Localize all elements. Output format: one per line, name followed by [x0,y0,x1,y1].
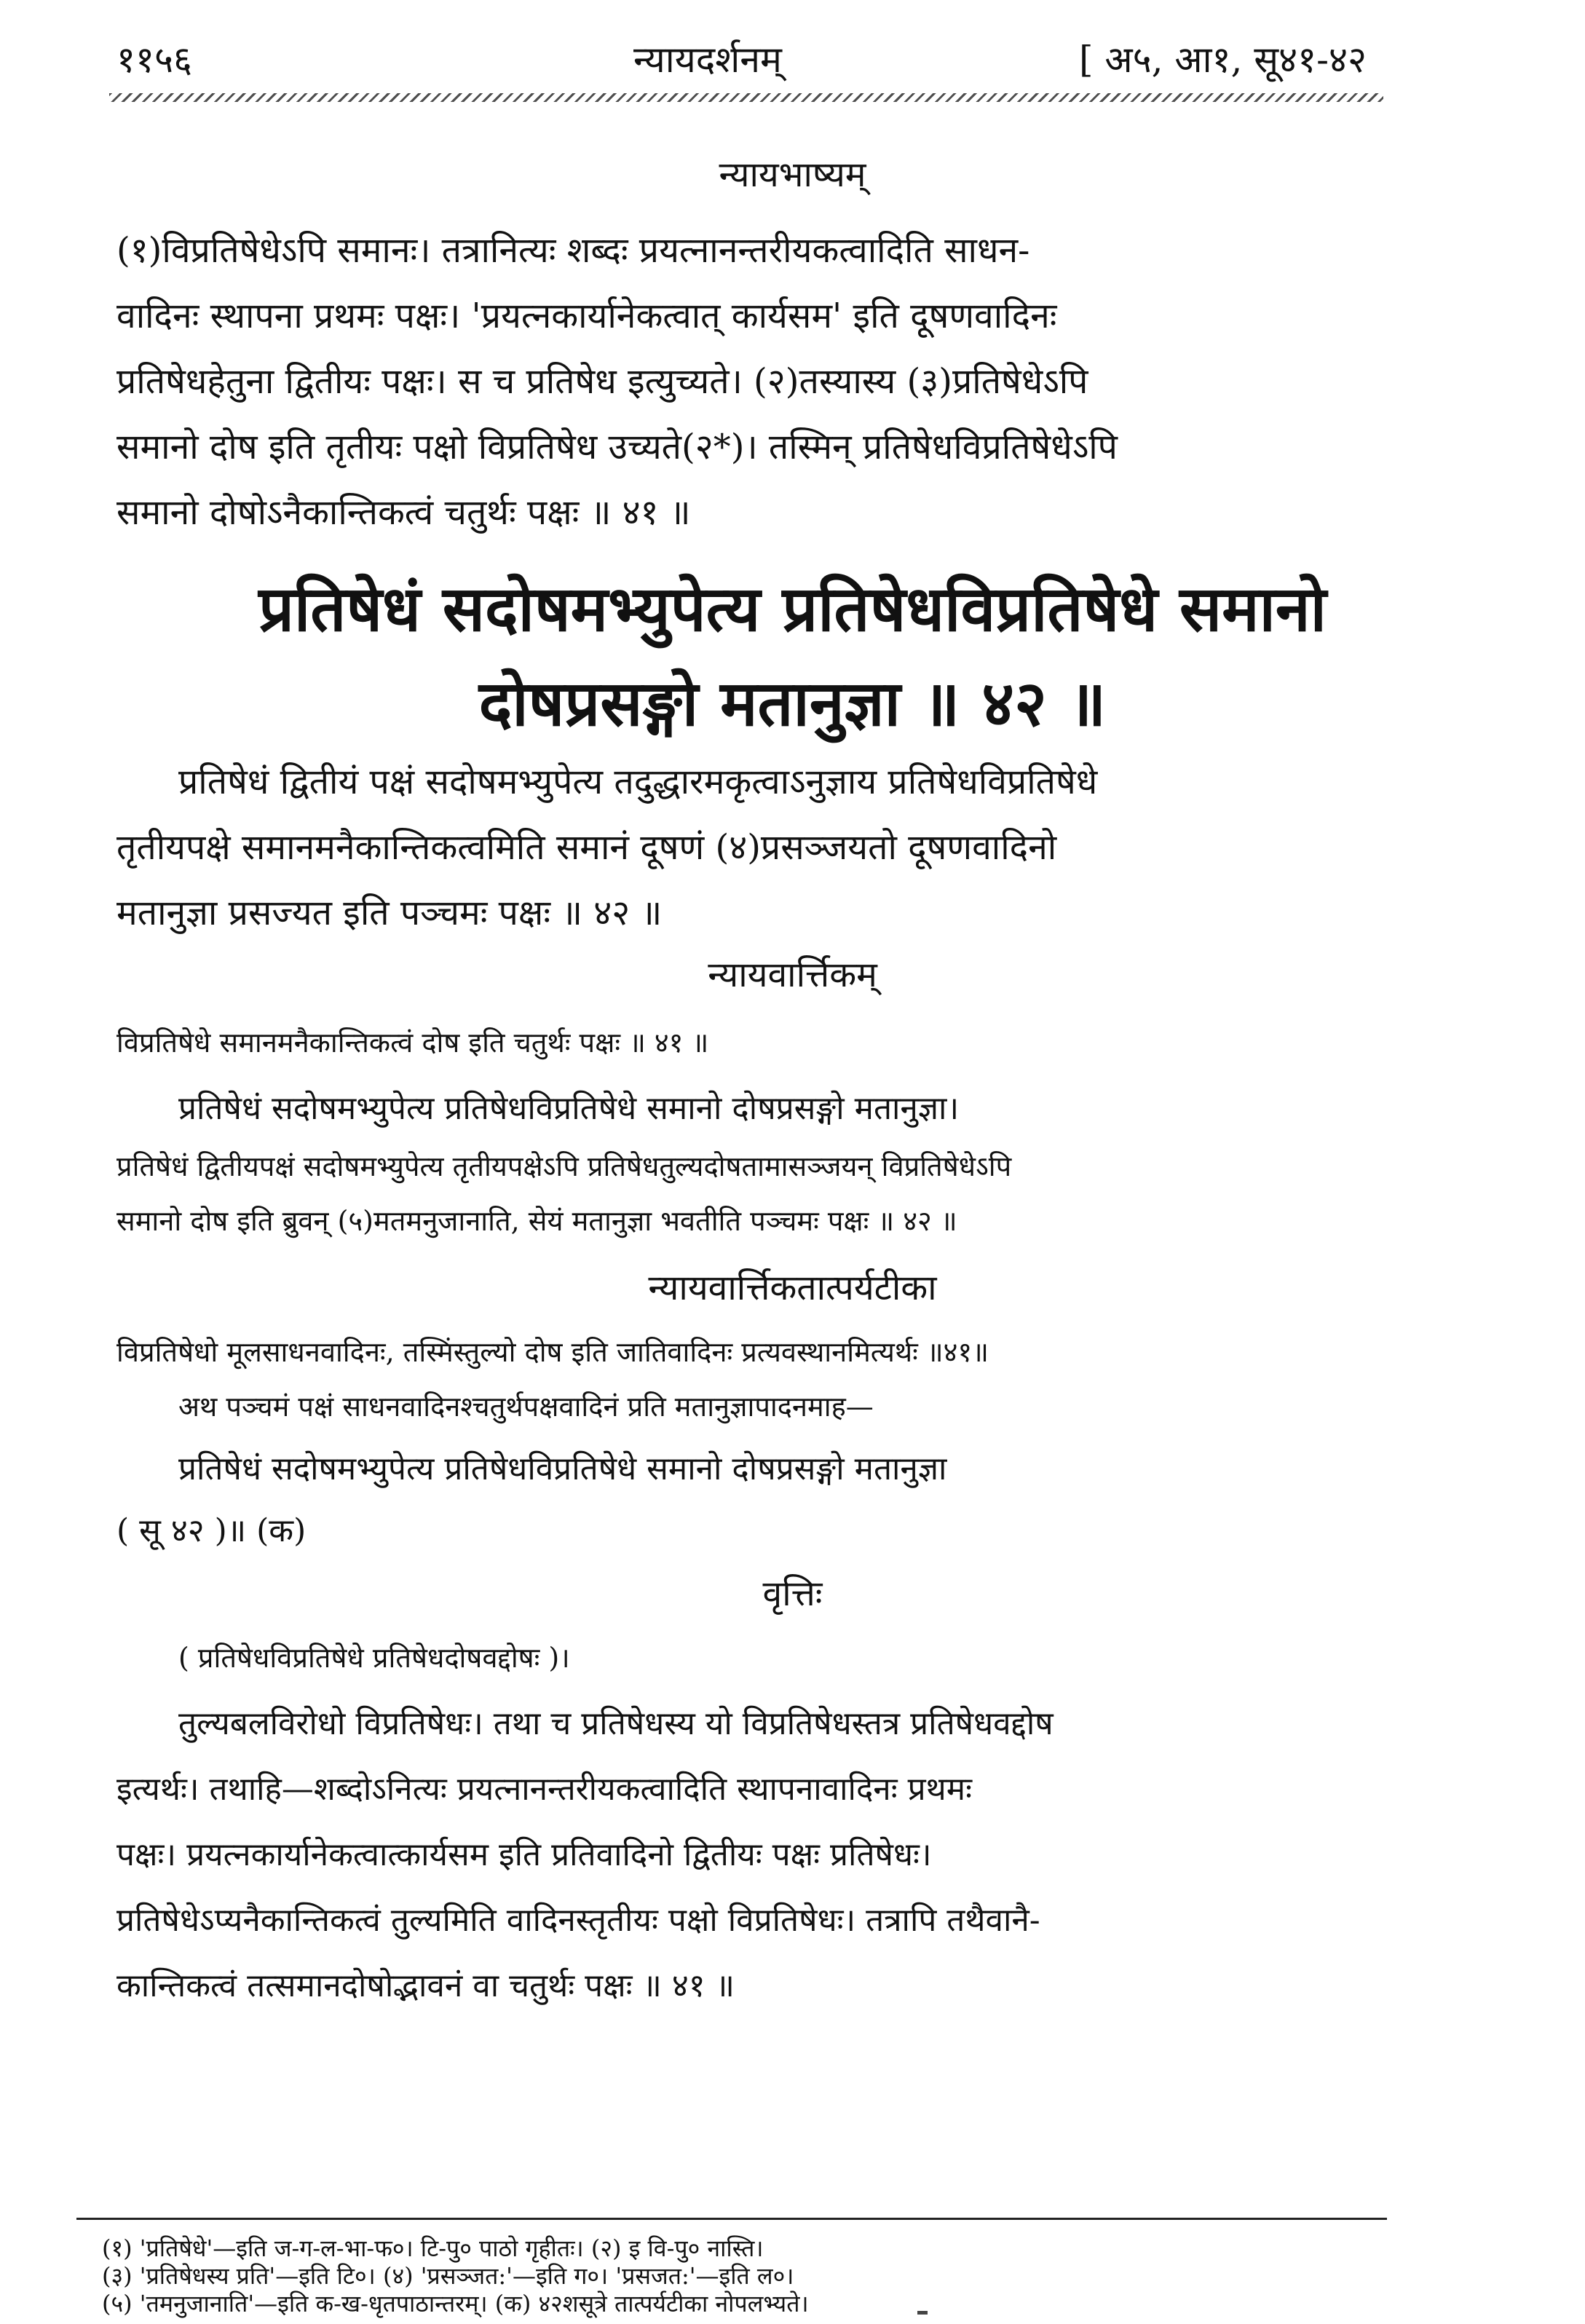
tika-line: विप्रतिषेधो मूलसाधनवादिनः, तस्मिंस्तुल्यो दोष इति जातिवादिनः प्रत्यवस्थानमित्यर्थः ॥४१॥ [116,1336,989,1368]
bhashya-heading: न्यायभाष्यम् [719,154,866,195]
bhashya-line: वादिनः स्थापना प्रथमः पक्षः। 'प्रयत्नकार्यानेकत्वात् कार्यसम' इति दूषणवादिनः [116,296,1057,336]
bhashya-line: समानो दोष इति तृतीयः पक्षो विप्रतिषेध उच्यते(२*)। तस्मिन् प्रतिषेधविप्रतिषेधेऽपि [116,427,1118,467]
section-reference: [ अ५, आ१, सू४१-४२ [1079,39,1367,81]
footnote-line: (१) 'प्रतिषेधे'—इति ज-ग-ल-भा-फ०। टि-पु० पाठो गृहीतः। (२) इ वि-पु० नास्ति। [102,2234,764,2262]
page-number: ११५६ [116,39,192,81]
sutra-line: दोषप्रसङ्गो मतानुज्ञा ॥ ४२ ॥ [478,667,1107,740]
footnote-line: (५) 'तमनुजानाति'—इति क-ख-धृतपाठान्तरम्। (क) ४२शसूत्रे तात्पर्यटीका नोपलभ्यते। [102,2290,809,2317]
bhashya42-line: मतानुज्ञा प्रसज्यत इति पञ्चमः पक्षः ॥ ४२ ॥ [116,893,663,933]
vritti-line: तुल्यबलविरोधो विप्रतिषेधः। तथा च प्रतिषेधस्य यो विप्रतिषेधस्तत्र प्रतिषेधवद्दोष [178,1705,1054,1742]
vritti-line: इत्यर्थः। तथाहि—शब्दोऽनित्यः प्रयत्नानन्तरीयकत्वादिति स्थापनावादिनः प्रथमः [116,1771,972,1808]
vritti-line: ( प्रतिषेधविप्रतिषेधे प्रतिषेधदोषवद्दोषः )। [178,1642,570,1674]
footnote-line: (३) 'प्रतिषेधस्य प्रति'—इति टि०। (४) 'प्रसञ्जत:'—इति ग०। 'प्रसजत:'—इति ल०। [102,2262,794,2290]
varttika-line: विप्रतिषेधे समानमनैकान्तिकत्वं दोष इति चतुर्थः पक्षः ॥ ४१ ॥ [116,1027,709,1059]
tika-line: ( सू ४२ )॥ (क) [116,1512,307,1549]
tika-line: प्रतिषेधं सदोषमभ्युपेत्य प्रतिषेधविप्रतिषेधे समानो दोषप्रसङ्गो मतानुज्ञा [178,1450,947,1487]
vritti-line: पक्षः। प्रयत्नकार्यानेकत्वात्कार्यसम इति प्रतिवादिनो द्वितीयः पक्षः प्रतिषेधः। [116,1836,932,1873]
vritti-line: प्रतिषेधेऽप्यनैकान्तिकत्वं तुल्यमिति वादिनस्तृतीयः पक्षो विप्रतिषेधः। तत्रापि तथैवानै- [116,1902,1040,1939]
varttika-line: प्रतिषेधं द्वितीयपक्षं सदोषमभ्युपेत्य तृतीयपक्षेऽपि प्रतिषेधतुल्यदोषतामासञ्जयन् विप्रतिषेधेऽपि [116,1150,1012,1182]
varttika-line: समानो दोष इति ब्रुवन् (५)मतमनुजानाति, सेयं मतानुज्ञा भवतीति पञ्चमः पक्षः ॥ ४२ ॥ [116,1205,957,1237]
tika-line: अथ पञ्चमं पक्षं साधनवादिनश्चतुर्थपक्षवादिनं प्रति मतानुज्ञापादनमाह— [178,1391,874,1423]
bhashya42-line: तृतीयपक्षे समानमनैकान्तिकत्वमिति समानं दूषणं (४)प्रसञ्जयतो दूषणवादिनो [116,827,1057,868]
bhashya42-line: प्रतिषेधं द्वितीयं पक्षं सदोषमभ्युपेत्य तदुद्धारमकृत्वाऽनुज्ञाय प्रतिषेधविप्रतिषेधे [178,762,1098,802]
running-title: न्यायदर्शनम् [633,39,782,81]
header-wavy-rule [109,93,1383,102]
page-mark [917,2311,928,2315]
varttika-line: प्रतिषेधं सदोषमभ्युपेत्य प्रतिषेधविप्रतिषेधे समानो दोषप्रसङ्गो मतानुज्ञा। [178,1090,960,1127]
varttika-heading: न्यायवार्त्तिकम् [708,954,877,995]
sutra-line: प्रतिषेधं सदोषमभ्युपेत्य प्रतिषेधविप्रतिषेधे समानो [258,572,1327,646]
bhashya-line: प्रतिषेधहेतुना द्वितीयः पक्षः। स च प्रतिषेध इत्युच्यते। (२)तस्यास्य (३)प्रतिषेधेऽपि [116,361,1088,402]
vritti-line: कान्तिकत्वं तत्समानदोषोद्भावनं वा चतुर्थः पक्षः ॥ ४१ ॥ [116,1967,735,2004]
bhashya-line: समानो दोषोऽनैकान्तिकत्वं चतुर्थः पक्षः ॥ ४१ ॥ [116,492,691,533]
bhashya-line: (१)विप्रतिषेधेऽपि समानः। तत्रानित्यः शब्दः प्रयत्नानन्तरीयकत्वादिति साधन- [116,230,1030,271]
tika-heading: न्यायवार्त्तिकतात्पर्यटीका [648,1268,937,1308]
footnote-rule [76,2218,1387,2220]
vritti-heading: वृत्तिः [762,1573,823,1614]
